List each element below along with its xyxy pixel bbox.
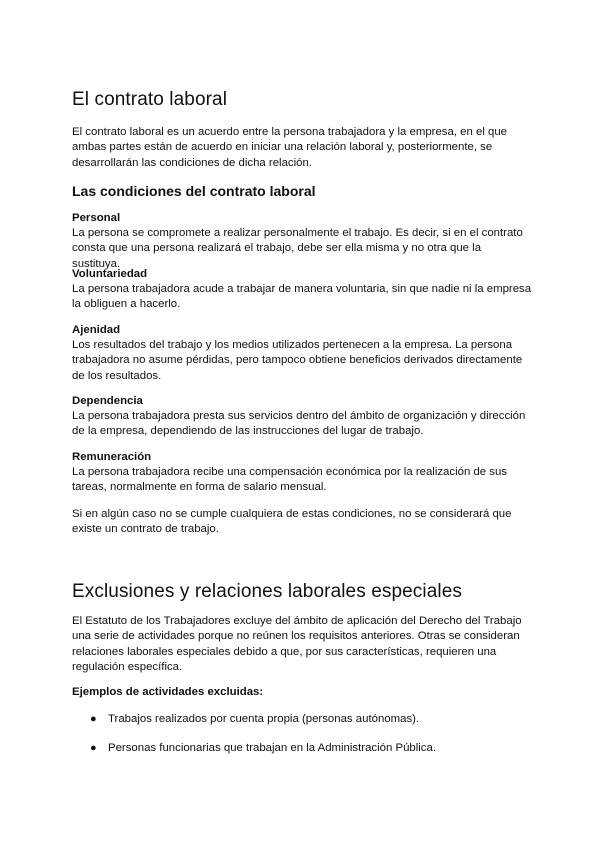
condition-title-voluntariedad: Voluntariedad (72, 268, 148, 280)
list-item-text: Personas funcionarias que trabajan en la Administración Pública. (108, 742, 436, 754)
list-item (90, 713, 419, 725)
section-title: El contrato laboral (72, 89, 228, 110)
exclusions-title: Exclusiones y relaciones laborales especiales (72, 581, 462, 602)
condition-text-personal: La persona se compromete a realizar personalmente el trabajo. Es decir, si en el contrato consta que una persona realizará el trabajo, debe ser ella misma y no otra que la sustituya. (72, 227, 523, 270)
condition-title-ajenidad: Ajenidad (72, 324, 121, 336)
intro-paragraph: El contrato laboral es un acuerdo entre la persona trabajadora y la empresa, en el que ambas partes están de acuerdo en iniciar una relación laboral y, posteriormente, se desarrollarán las condiciones de dicha relación. (72, 126, 508, 169)
condition-text-ajenidad: Los resultados del trabajo y los medios utilizados pertenecen a la empresa. La persona trabajadora no asume pérdidas, pero tampoco obtiene beneficios derivados directamente de los resultados. (72, 339, 523, 382)
exclusions-paragraph: El Estatuto de los Trabajadores excluye del ámbito de aplicación del Derecho del Trabajo una serie de actividades porque no reúnen los requisitos anteriores. Otras se consideran relaciones laborales especiales debido a que, por sus características, requieren una regulación específica. (72, 615, 522, 674)
bullet-icon: ● (90, 713, 97, 725)
list-item (90, 742, 436, 754)
condition-text-dependencia: La persona trabajadora presta sus servicios dentro del ámbito de organización y dirección de la empresa, dependiendo de las instrucciones del lugar de trabajo. (72, 410, 526, 438)
condition-title-remuneracion: Remuneración (72, 451, 152, 463)
list-item-text: Trabajos realizados por cuenta propia (personas autónomas). (108, 713, 420, 725)
condition-title-personal: Personal (72, 212, 121, 224)
conditions-heading: Las condiciones del contrato laboral (72, 183, 316, 199)
condition-title-dependencia: Dependencia (72, 395, 143, 407)
condition-text-remuneracion: La persona trabajadora recibe una compensación económica por la realización de sus tareas, normalmente en forma de salario mensual. (72, 466, 508, 494)
condition-text-voluntariedad: La persona trabajadora acude a trabajar de manera voluntaria, sin que nadie ni la empresa la obliguen a hacerlo. (72, 283, 532, 311)
conditions-closing: Si en algún caso no se cumple cualquiera de estas condiciones, no se considerará que existe un contrato de trabajo. (72, 508, 512, 536)
bullet-icon: ● (90, 742, 97, 754)
examples-heading: Ejemplos de actividades excluidas: (72, 686, 264, 698)
